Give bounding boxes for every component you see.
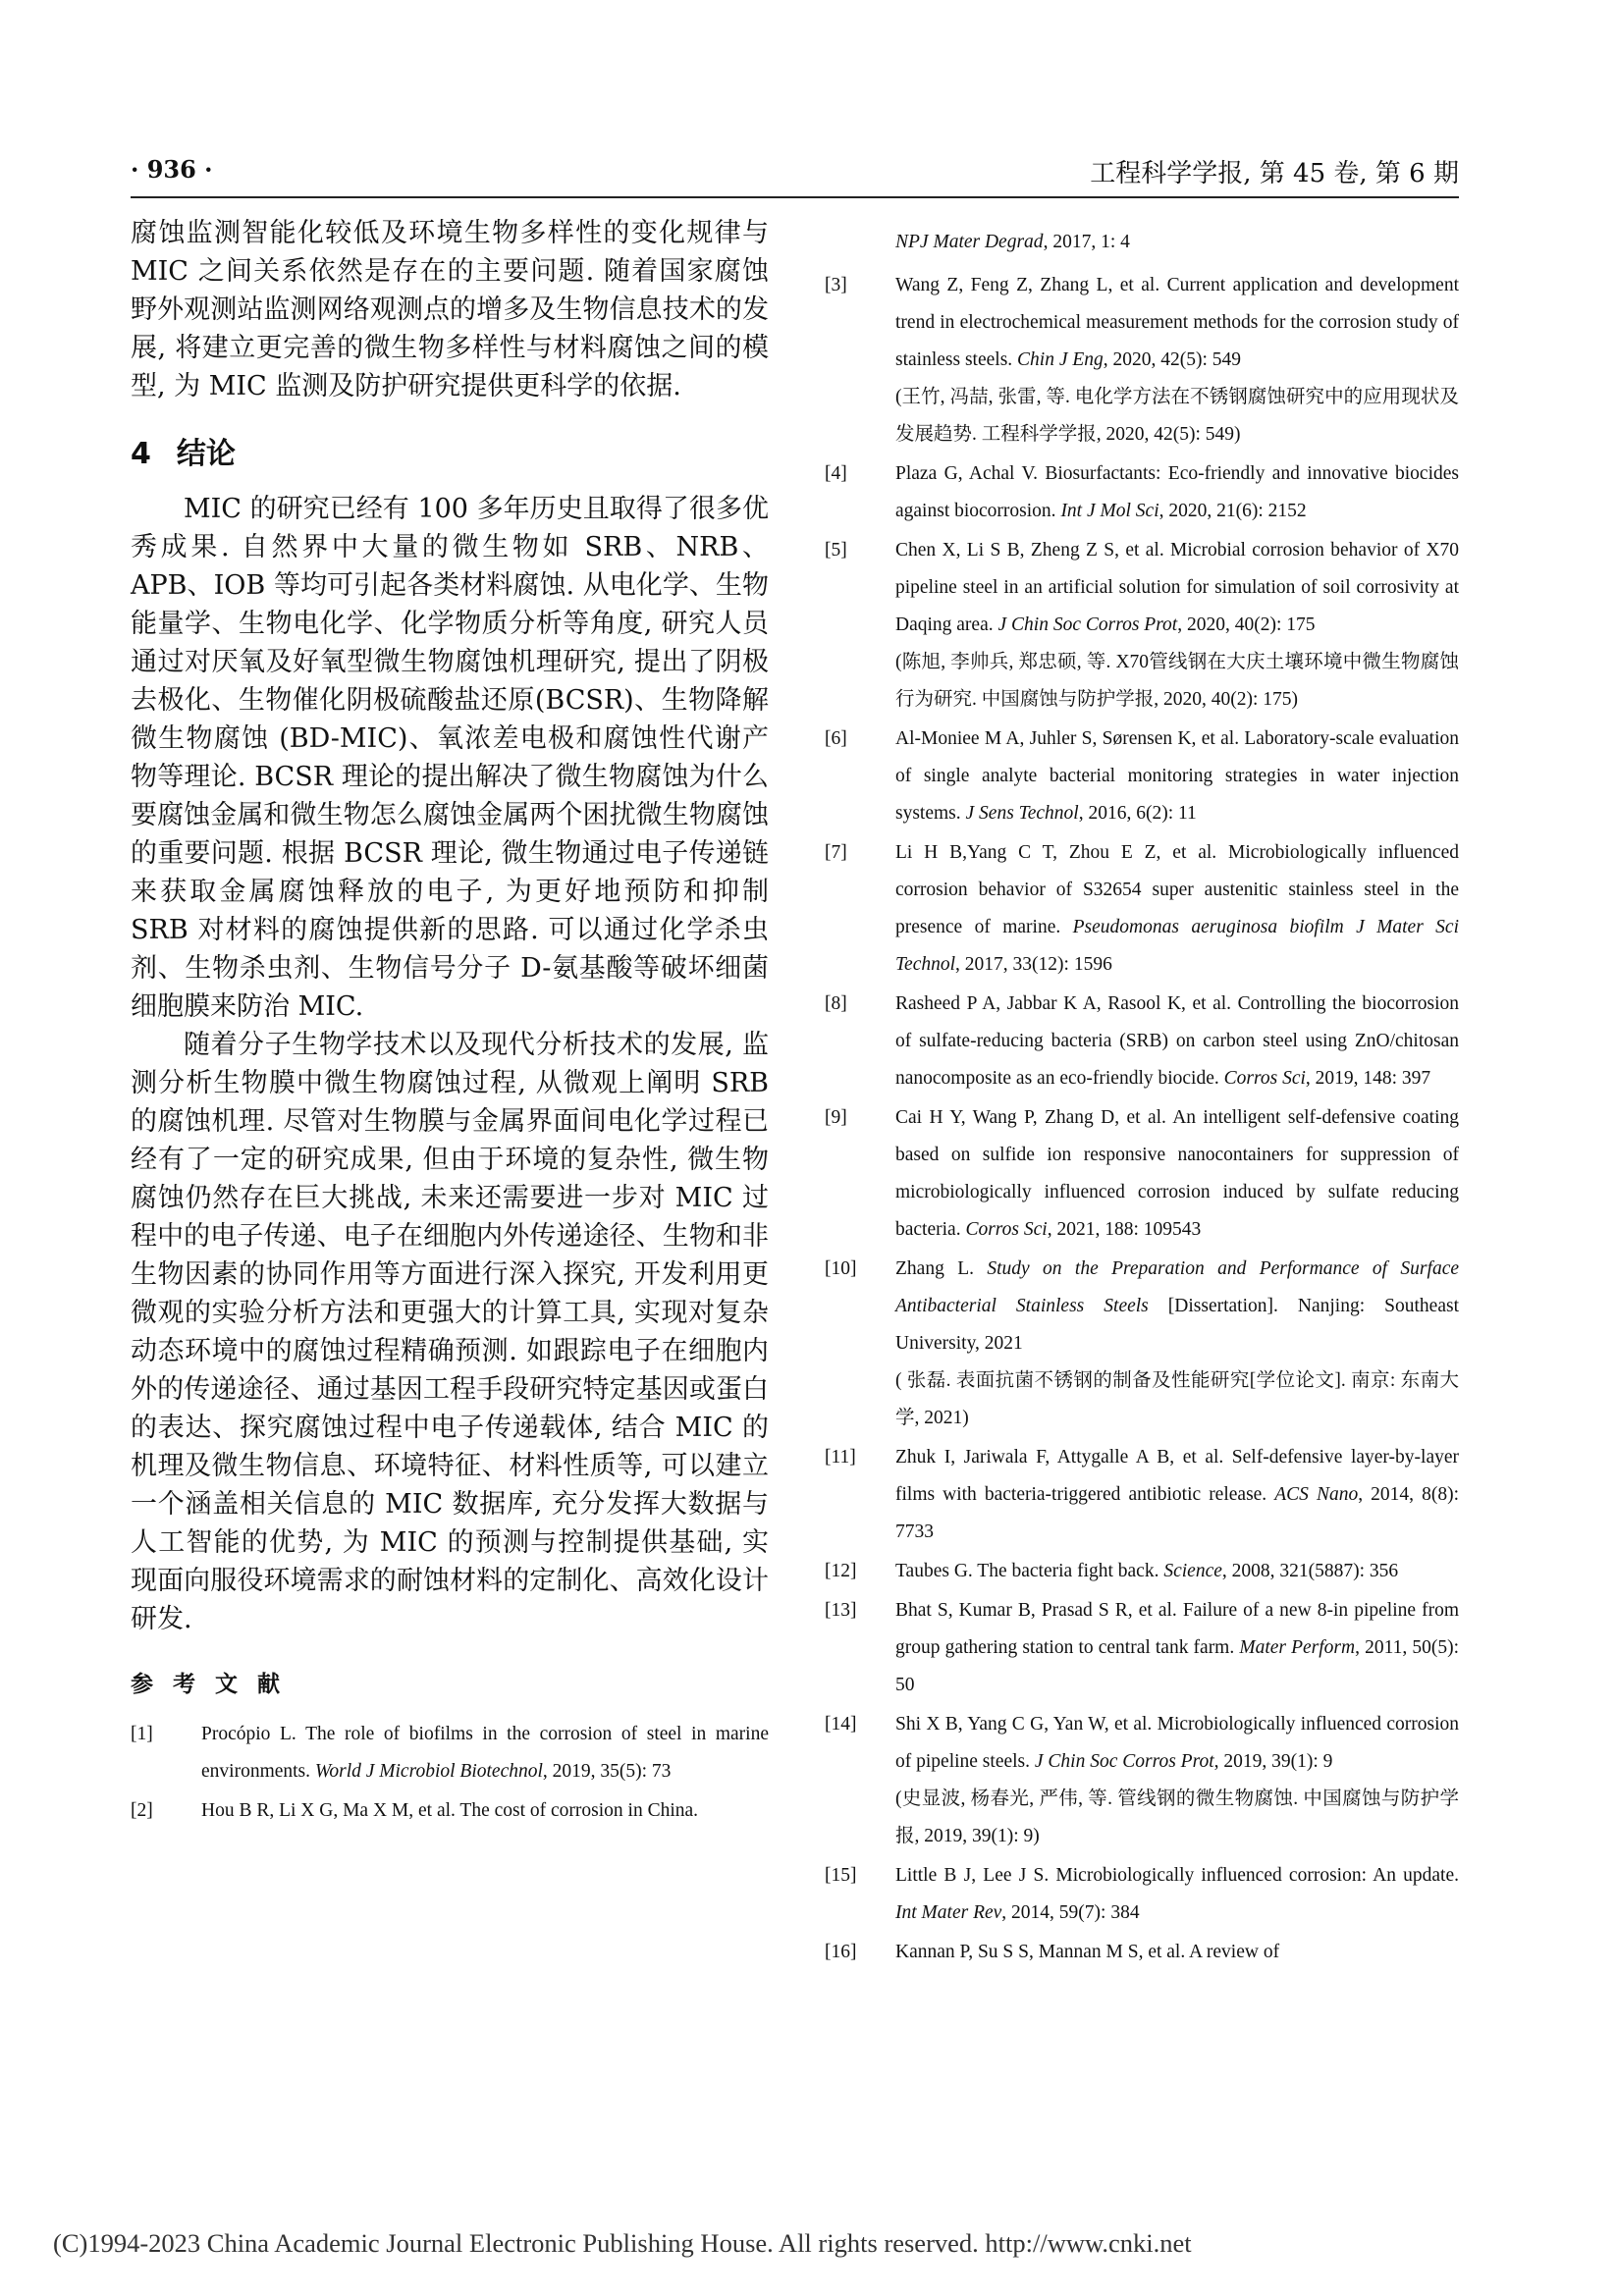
reference-item [131, 1792, 769, 1830]
reference-number: [9] [825, 1107, 847, 1128]
body-paragraph-2: MIC 的研究已经有 100 多年历史且取得了很多优秀成果. 自然界中大量的微生物如 SRB、NRB、APB、IOB 等均可引起各类材料腐蚀. 从电化学、生物能量学、生物电化学、化学物质分析等角度, 研究人员通过对厌氧及好氧型微生物腐蚀机理研究, 提出了阴极去极化、生物催化阴极硫酸盐还原(BCSR)、生物降解微生物腐蚀 (BD-MIC)、氧浓差电极和腐蚀性代谢产物等理论. BCSR 理论的提出解决了微生物腐蚀为什么要腐蚀金属和微生物怎么腐蚀金属两个困扰微生物腐蚀的重要问题. 根据 BCSR 理论, 微生物通过电子传递链来获取金属腐蚀释放的电子, 为更好地预防和抑制 SRB 对材料的腐蚀提供新的思路. 可以通过化学杀虫剂、生物杀虫剂、生物信号分子 D-氨基酸等破坏细菌细胞膜来防治 MIC. [131, 494, 769, 1022]
reference-number: [13] [825, 1600, 857, 1621]
reference-authors-title: Bhat S, Kumar B, Prasad S R, et al. Failure of a new 8-in pipeline from group gathering station to central tank farm. [895, 1600, 1459, 1658]
reference-number: [8] [825, 993, 847, 1014]
reference-tail: , 2020, 42(5): 549 [1103, 349, 1242, 370]
reference-continuation [825, 224, 1459, 261]
section-title: 结论 [176, 437, 236, 471]
reference-item [825, 1439, 1459, 1551]
reference-text [201, 1716, 769, 1790]
reference-number: [16] [825, 1942, 857, 1962]
left-reference-list [131, 1716, 769, 1830]
reference-tail: , 2021, 188: 109543 [1047, 1219, 1202, 1240]
reference-authors-title: Zhuk I, Jariwala F, Attygalle A B, et al. Self-defensive layer-by-layer films with bacteria-triggered antibiotic release. [895, 1447, 1459, 1505]
reference-text [895, 1099, 1459, 1249]
reference-tail: , 2019, 35(5): 73 [542, 1761, 672, 1782]
reference-number: [7] [825, 842, 847, 863]
reference-journal: Int J Mol Sci [1060, 501, 1159, 521]
reference-text [895, 834, 1459, 984]
reference-journal: Int Mater Rev [895, 1902, 1002, 1923]
reference-text [895, 267, 1459, 454]
reference-number: [3] [825, 275, 847, 295]
reference-journal: J Chin Soc Corros Prot [1034, 1751, 1214, 1772]
journal-info: 工程科学学报, 第 45 卷, 第 6 期 [1090, 159, 1459, 188]
reference-text [895, 455, 1459, 530]
reference-item [825, 455, 1459, 530]
header-rule [131, 196, 1459, 198]
reference-authors-title: Al-Moniee M A, Juhler S, Sørensen K, et al. Laboratory-scale evaluation of single analyte bacterial monitoring strategies in water injection systems. [895, 728, 1459, 824]
reference-number: [1] [131, 1724, 153, 1744]
reference-number: [10] [825, 1258, 857, 1279]
reference-text [895, 1934, 1459, 1971]
reference-authors-title: Wang Z, Feng Z, Zhang L, et al. Current application and development trend in electrochemical measurement methods for the corrosion study of stainless steels. [895, 275, 1459, 370]
reference-text [895, 986, 1459, 1097]
reference-journal: Study on the Preparation and Performance of Surface Antibacterial Stainless Steels [895, 1258, 1459, 1316]
reference-item [131, 1716, 769, 1790]
reference-authors-title: Shi X B, Yang C G, Yan W, et al. Microbiologically influenced corrosion of pipeline steels. [895, 1714, 1459, 1772]
reference-item [825, 1857, 1459, 1932]
reference-item [825, 721, 1459, 832]
reference-item [825, 1592, 1459, 1704]
reference-tail: , 2019, 148: 397 [1305, 1068, 1431, 1089]
reference-item [825, 532, 1459, 719]
reference-journal: Mater Perform [1239, 1637, 1356, 1658]
reference-text [895, 1553, 1459, 1590]
reference-chinese: (史显波, 杨春光, 严伟, 等. 管线钢的微生物腐蚀. 中国腐蚀与防护学报, 2019, 39(1): 9) [895, 1789, 1459, 1846]
reference-authors-title: Zhang L. [895, 1258, 988, 1279]
reference-journal: ACS Nano [1274, 1484, 1359, 1505]
reference-tail: , 2011, 50(5): 50 [895, 1637, 1460, 1695]
reference-chinese: (王竹, 冯喆, 张雷, 等. 电化学方法在不锈钢腐蚀研究中的应用现状及发展趋势. 工程科学学报, 2020, 42(5): 549) [895, 387, 1459, 445]
reference-authors-title: Little B J, Lee J S. Microbiologically influenced corrosion: An update. [895, 1865, 1459, 1886]
right-reference-list [825, 267, 1459, 1971]
reference-journal: Pseudomonas aeruginosa biofilm J Mater Sci Technol [895, 917, 1459, 975]
reference-authors-title: Chen X, Li S B, Zheng Z S, et al. Microbial corrosion behavior of X70 pipeline steel in an artificial solution for simulation of soil corrosivity at Daqing area. [895, 540, 1459, 635]
reference-tail: , 2017, 33(12): 1596 [955, 954, 1112, 975]
reference-number: [2] [131, 1800, 153, 1821]
reference-text [201, 1792, 769, 1830]
reference-item [825, 1706, 1459, 1855]
reference-journal: J Chin Soc Corros Prot [997, 614, 1178, 635]
reference-journal: World J Microbiol Biotechnol [314, 1761, 543, 1782]
reference-tail: , 2014, 8(8): 7733 [895, 1484, 1459, 1542]
reference-number: [15] [825, 1865, 857, 1886]
right-column [825, 224, 1459, 1973]
reference-tail: , 2008, 321(5887): 356 [1221, 1561, 1399, 1581]
reference-journal: Chin J Eng [1017, 349, 1104, 370]
reference-number: [6] [825, 728, 847, 749]
reference-number: [11] [825, 1447, 856, 1468]
reference-tail: , 2017, 1: 4 [1043, 232, 1130, 252]
reference-item [825, 1099, 1459, 1249]
reference-text [895, 1857, 1459, 1932]
reference-journal: J Sens Technol [965, 803, 1079, 824]
reference-number: [12] [825, 1561, 857, 1581]
reference-tail: , 2019, 39(1): 9 [1213, 1751, 1333, 1772]
reference-item [825, 1934, 1459, 1971]
section-number: 4 [131, 437, 151, 471]
reference-tail: , 2020, 40(2): 175 [1177, 614, 1316, 635]
reference-text [895, 1439, 1459, 1551]
page-number: · 936 · [131, 155, 213, 184]
reference-chinese: (陈旭, 李帅兵, 郑忠硕, 等. X70管线钢在大庆土壤环境中微生物腐蚀行为研究. 中国腐蚀与防护学报, 2020, 40(2): 175) [895, 652, 1459, 710]
reference-authors-title: Kannan P, Su S S, Mannan M S, et al. A review of [895, 1942, 1280, 1962]
reference-tail: , 2016, 6(2): 11 [1078, 803, 1197, 824]
reference-authors-title: Cai H Y, Wang P, Zhang D, et al. An intelligent self-defensive coating based on sulfide ion responsive nanocontainers for suppression of microbiologically influenced corrosion induced by sulfate reducing bacteria. [895, 1107, 1459, 1240]
reference-authors-title: Procópio L. The role of biofilms in the corrosion of steel in marine environments. [201, 1724, 769, 1782]
reference-tail: , 2020, 21(6): 2152 [1158, 501, 1307, 521]
copyright-footer: (C)1994-2023 China Academic Journal Electronic Publishing House. All rights reserved. http://www.cnki.net [53, 2228, 1192, 2258]
reference-text [895, 1706, 1459, 1855]
reference-text [895, 1251, 1459, 1437]
reference-journal: Corros Sci [965, 1219, 1048, 1240]
body-paragraph-1: 腐蚀监测智能化较低及环境生物多样性的变化规律与 MIC 之间关系依然是存在的主要问题. 随着国家腐蚀野外观测站监测网络观测点的增多及生物信息技术的发展, 将建立更完善的微生物多样性与材料腐蚀之间的模型, 为 MIC 监测及防护研究提供更科学的依据. [131, 218, 769, 401]
reference-text [895, 532, 1459, 719]
reference-number: [4] [825, 463, 847, 484]
reference-item [825, 834, 1459, 984]
reference-authors-title: Plaza G, Achal V. Biosurfactants: Eco-friendly and innovative biocides against biocorrosion. [895, 463, 1459, 521]
body-paragraph-3: 随着分子生物学技术以及现代分析技术的发展, 监测分析生物膜中微生物腐蚀过程, 从微观上阐明 SRB 的腐蚀机理. 尽管对生物膜与金属界面间电化学过程已经有了一定的研究成果, 但由于环境的复杂性, 微生物腐蚀仍然存在巨大挑战, 未来还需要进一步对 MIC 过程中的电子传递、电子在细胞内外传递途径、生物和非生物因素的协同作用等方面进行深入探究, 开发利用更微观的实验分析方法和更强大的计算工具, 实现对复杂动态环境中的腐蚀过程精确预测. 如跟踪电子在细胞内外的传递途径、通过基因工程手段研究特定基因或蛋白的表达、探究腐蚀过程中电子传递载体, 结合 MIC 的机理及微生物信息、环境特征、材料性质等, 可以建立一个涵盖相关信息的 MIC 数据库, 充分发挥大数据与人工智能的优势, 为 MIC 的预测与控制提供基础, 实现面向服役环境需求的耐蚀材料的定制化、高效化设计研发. [131, 1030, 769, 1634]
reference-authors-title: Taubes G. The bacteria fight back. [895, 1561, 1164, 1581]
reference-item [825, 1553, 1459, 1590]
references-heading: 参考文献 [131, 1672, 299, 1697]
reference-journal: Corros Sci [1223, 1068, 1306, 1089]
reference-journal: NPJ Mater Degrad [895, 232, 1044, 252]
reference-item [825, 1251, 1459, 1437]
reference-text [895, 1592, 1459, 1704]
reference-item [825, 267, 1459, 454]
section-heading [131, 429, 769, 472]
reference-journal: Science [1163, 1561, 1222, 1581]
left-column [131, 214, 769, 1832]
reference-text [895, 721, 1459, 832]
reference-number: [5] [825, 540, 847, 561]
reference-tail: [Dissertation]. Nanjing: Southeast University, 2021 [895, 1296, 1459, 1354]
reference-authors-title: Hou B R, Li X G, Ma X M, et al. The cost of corrosion in China. [201, 1800, 699, 1821]
reference-authors-title: Rasheed P A, Jabbar K A, Rasool K, et al. Controlling the biocorrosion of sulfate-reducing bacteria (SRB) on carbon steel using ZnO/chitosan nanocomposite as an eco-friendly biocide. [895, 993, 1459, 1089]
reference-item [825, 986, 1459, 1097]
reference-authors-title: Li H B,Yang C T, Zhou E Z, et al. Microbiologically influenced corrosion behavior of S32654 super austenitic stainless steel in the presence of marine. [895, 842, 1459, 937]
reference-chinese: ( 张磊. 表面抗菌不锈钢的制备及性能研究[学位论文]. 南京: 东南大学, 2021) [895, 1370, 1459, 1428]
reference-tail: , 2014, 59(7): 384 [1001, 1902, 1140, 1923]
reference-number: [14] [825, 1714, 857, 1735]
